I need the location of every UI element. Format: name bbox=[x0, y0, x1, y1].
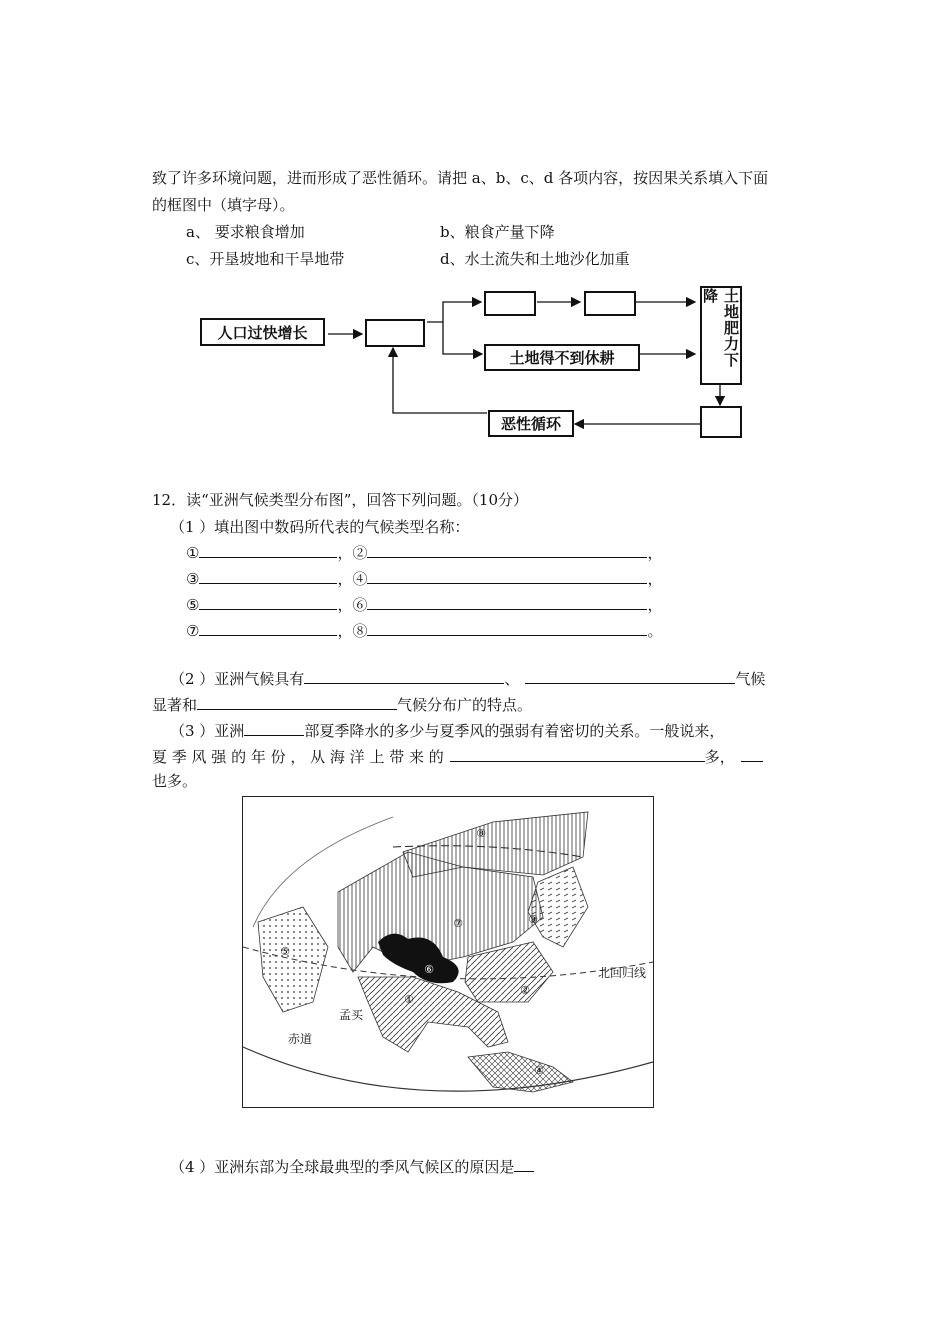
intro-line-1: 致了许多环境问题，进而形成了恶性循环。请把 a、b、c、d 各项内容，按因果关系填入下面 bbox=[152, 169, 769, 187]
flow-arrows bbox=[0, 0, 950, 460]
map-mumbai-label: 孟买 bbox=[339, 1008, 364, 1022]
map-drawing bbox=[243, 797, 653, 1107]
mark-3: ③ bbox=[186, 570, 200, 588]
blank-p4[interactable] bbox=[514, 1155, 534, 1172]
option-d: d、水土流失和土地沙化加重 bbox=[440, 250, 630, 268]
comma: ， bbox=[647, 544, 663, 562]
q12-part3-line2 bbox=[152, 745, 763, 767]
box-population-growth: 人口过快增长 bbox=[200, 318, 325, 346]
blank-5[interactable] bbox=[199, 593, 337, 610]
p2-text-a: （2 ）亚洲气候具有 bbox=[170, 670, 305, 688]
intro-line-2: 的框图中（填字母）。 bbox=[152, 196, 295, 214]
q12-part1: （1 ）填出图中数码所代表的气候类型名称： bbox=[170, 518, 470, 536]
map-label-1: ① bbox=[404, 993, 414, 1006]
p3-text-d: 多， bbox=[704, 748, 735, 766]
asia-climate-map bbox=[242, 796, 654, 1108]
period: 。 bbox=[647, 622, 663, 640]
answer-row-3 bbox=[186, 593, 663, 615]
box-blank-3[interactable] bbox=[584, 291, 636, 316]
comma: ， bbox=[337, 544, 353, 562]
blank-1[interactable] bbox=[199, 541, 337, 558]
map-label-6: ⑥ bbox=[424, 963, 434, 976]
blank-p3-3[interactable] bbox=[741, 745, 763, 762]
option-a: a、 要求粮食增加 bbox=[186, 223, 305, 241]
blank-p2-1[interactable] bbox=[304, 667, 504, 684]
q12-part2-line2 bbox=[152, 693, 532, 715]
box-no-fallow: 土地得不到休耕 bbox=[484, 344, 640, 371]
blank-8[interactable] bbox=[367, 619, 647, 636]
map-label-7: ⑦ bbox=[453, 917, 463, 930]
blank-p3-1[interactable] bbox=[244, 719, 304, 736]
option-b: b、粮食产量下降 bbox=[440, 223, 555, 241]
q12-part3-line3: 也多。 bbox=[152, 772, 198, 790]
blank-p2-2[interactable] bbox=[525, 667, 735, 684]
q12-title: 12．读“亚洲气候类型分布图”，回答下列问题。（10分） bbox=[152, 491, 529, 509]
blank-3[interactable] bbox=[199, 567, 337, 584]
blank-p2-3[interactable] bbox=[197, 693, 397, 710]
map-equator-label: 赤道 bbox=[288, 1032, 313, 1046]
box-vicious-cycle: 恶性循环 bbox=[488, 410, 574, 437]
comma: ， bbox=[337, 596, 353, 614]
map-label-8: ⑧ bbox=[476, 827, 486, 840]
mark-6: ⑥ bbox=[352, 596, 368, 614]
blank-4[interactable] bbox=[367, 567, 647, 584]
answer-row-2 bbox=[186, 567, 663, 589]
box-blank-4[interactable] bbox=[700, 406, 742, 438]
map-tropic-label: 北回归线 bbox=[598, 966, 647, 980]
p2-text-c: 显著和 bbox=[152, 696, 198, 714]
map-label-3: ③ bbox=[528, 913, 538, 926]
blank-2[interactable] bbox=[367, 541, 647, 558]
answer-row-4 bbox=[186, 619, 663, 641]
p4-text: （4 ）亚洲东部为全球最典型的季风气候区的原因是 bbox=[170, 1158, 515, 1176]
mark-4: ④ bbox=[352, 570, 368, 588]
p2-text-d: 气候分布广的特点。 bbox=[397, 696, 533, 714]
answer-row-1 bbox=[186, 541, 663, 563]
q12-part2-line1 bbox=[170, 667, 765, 689]
blank-6[interactable] bbox=[367, 593, 647, 610]
comma: ， bbox=[337, 570, 353, 588]
mark-2: ② bbox=[352, 544, 368, 562]
box-blank-2[interactable] bbox=[484, 291, 536, 316]
comma: ， bbox=[337, 622, 353, 640]
map-label-4: ④ bbox=[534, 1064, 544, 1077]
q12-part4 bbox=[170, 1155, 534, 1177]
box-blank-1[interactable] bbox=[365, 319, 425, 347]
p2-sep: 、 bbox=[504, 670, 520, 688]
option-c: c、开垦坡地和干旱地带 bbox=[186, 250, 345, 268]
mark-8: ⑧ bbox=[352, 622, 368, 640]
q12-part3-line1 bbox=[170, 719, 724, 741]
mark-5: ⑤ bbox=[186, 596, 200, 614]
p3-text-c: 夏 季 风 强 的 年 份 ， 从 海 洋 上 带 来 的 bbox=[152, 748, 444, 766]
p2-text-b: 气候 bbox=[735, 670, 766, 688]
blank-7[interactable] bbox=[199, 619, 337, 636]
map-label-5: ⑤ bbox=[280, 945, 290, 958]
mark-7: ⑦ bbox=[186, 622, 200, 640]
comma: ， bbox=[647, 570, 663, 588]
box-soil-fertility: 土地肥力下降 bbox=[700, 286, 742, 385]
p3-text-b: 部夏季降水的多少与夏季风的强弱有着密切的关系。一般说来， bbox=[304, 722, 725, 740]
p3-text-a: （3 ）亚洲 bbox=[170, 722, 245, 740]
blank-p3-2[interactable] bbox=[450, 745, 705, 762]
map-label-2: ② bbox=[520, 984, 530, 997]
mark-1: ① bbox=[186, 544, 200, 562]
comma: ， bbox=[647, 596, 663, 614]
